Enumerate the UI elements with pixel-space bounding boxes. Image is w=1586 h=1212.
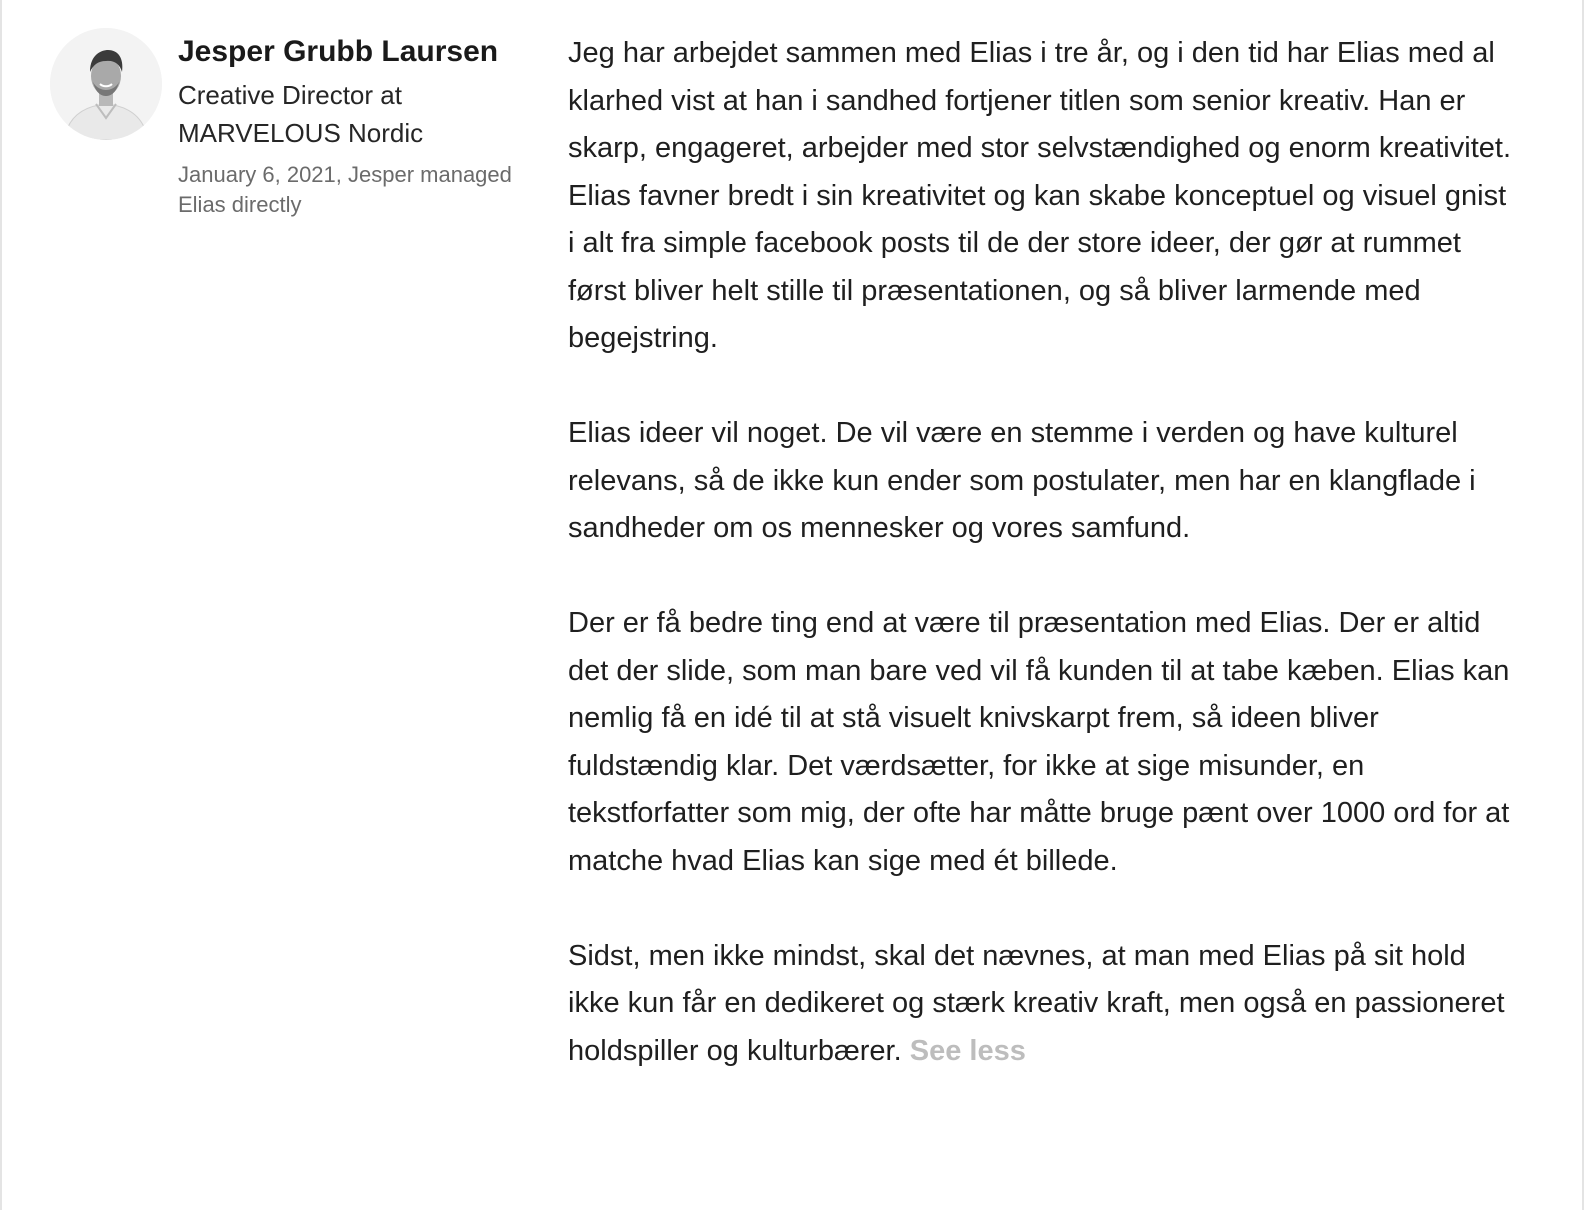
recommendation-meta: January 6, 2021, Jesper managed Elias directly bbox=[178, 162, 512, 217]
person-photo-icon bbox=[50, 28, 162, 140]
recommendation-text bbox=[568, 30, 1518, 1075]
recommendation-paragraph: Der er få bedre ting end at være til præsentation med Elias. Der er altid det der slide, som man bare ved vil få kunden til at tabe kæben. Elias kan nemlig få en idé til at stå visuelt knivskarpt frem, så ideen bliver fuldstændig klar. Det værdsætter, for ikke at sige misunder, en tekstforfatter som mig, der ofte har måtte bruge pænt over 1000 ord for at matche hvad Elias kan sige med ét billede. bbox=[568, 607, 1510, 877]
author-headline: Creative Director at MARVELOUS Nordic bbox=[178, 80, 424, 148]
recommendation-paragraph: Jeg har arbejdet sammen med Elias i tre år, og i den tid har Elias med al klarhed vist at han i sandhed fortjener titlen som senior kreativ. Han er skarp, engageret, arbejder med stor selvstændighed og enorm kreativitet. Elias favner bredt i sin kreativitet og kan skabe konceptuel og visuel gnist i alt fra simple facebook posts til de der store ideer, der gør at rummet først bliver helt stille til præsentationen, og så bliver larmende med begejstring. bbox=[568, 37, 1511, 354]
author-name[interactable]: Jesper Grubb Laursen bbox=[178, 35, 499, 68]
recommendation-paragraph-last bbox=[568, 933, 1518, 1076]
see-less-button[interactable]: See less bbox=[909, 1034, 1026, 1067]
author-avatar[interactable] bbox=[50, 28, 162, 140]
recommendation-paragraph: Elias ideer vil noget. De vil være en stemme i verden og have kulturel relevans, så de ikke kun ender som postulater, men har en klangflade i sandheder om os mennesker og vores samfund. bbox=[568, 417, 1476, 544]
author-info bbox=[178, 30, 538, 220]
recommendation-paragraph: Sidst, men ikke mindst, skal det nævnes, at man med Elias på sit hold ikke kun får en dedikeret og stærk kreativ kraft, men også en passioneret holdspiller og kulturbærer. bbox=[568, 939, 1505, 1067]
